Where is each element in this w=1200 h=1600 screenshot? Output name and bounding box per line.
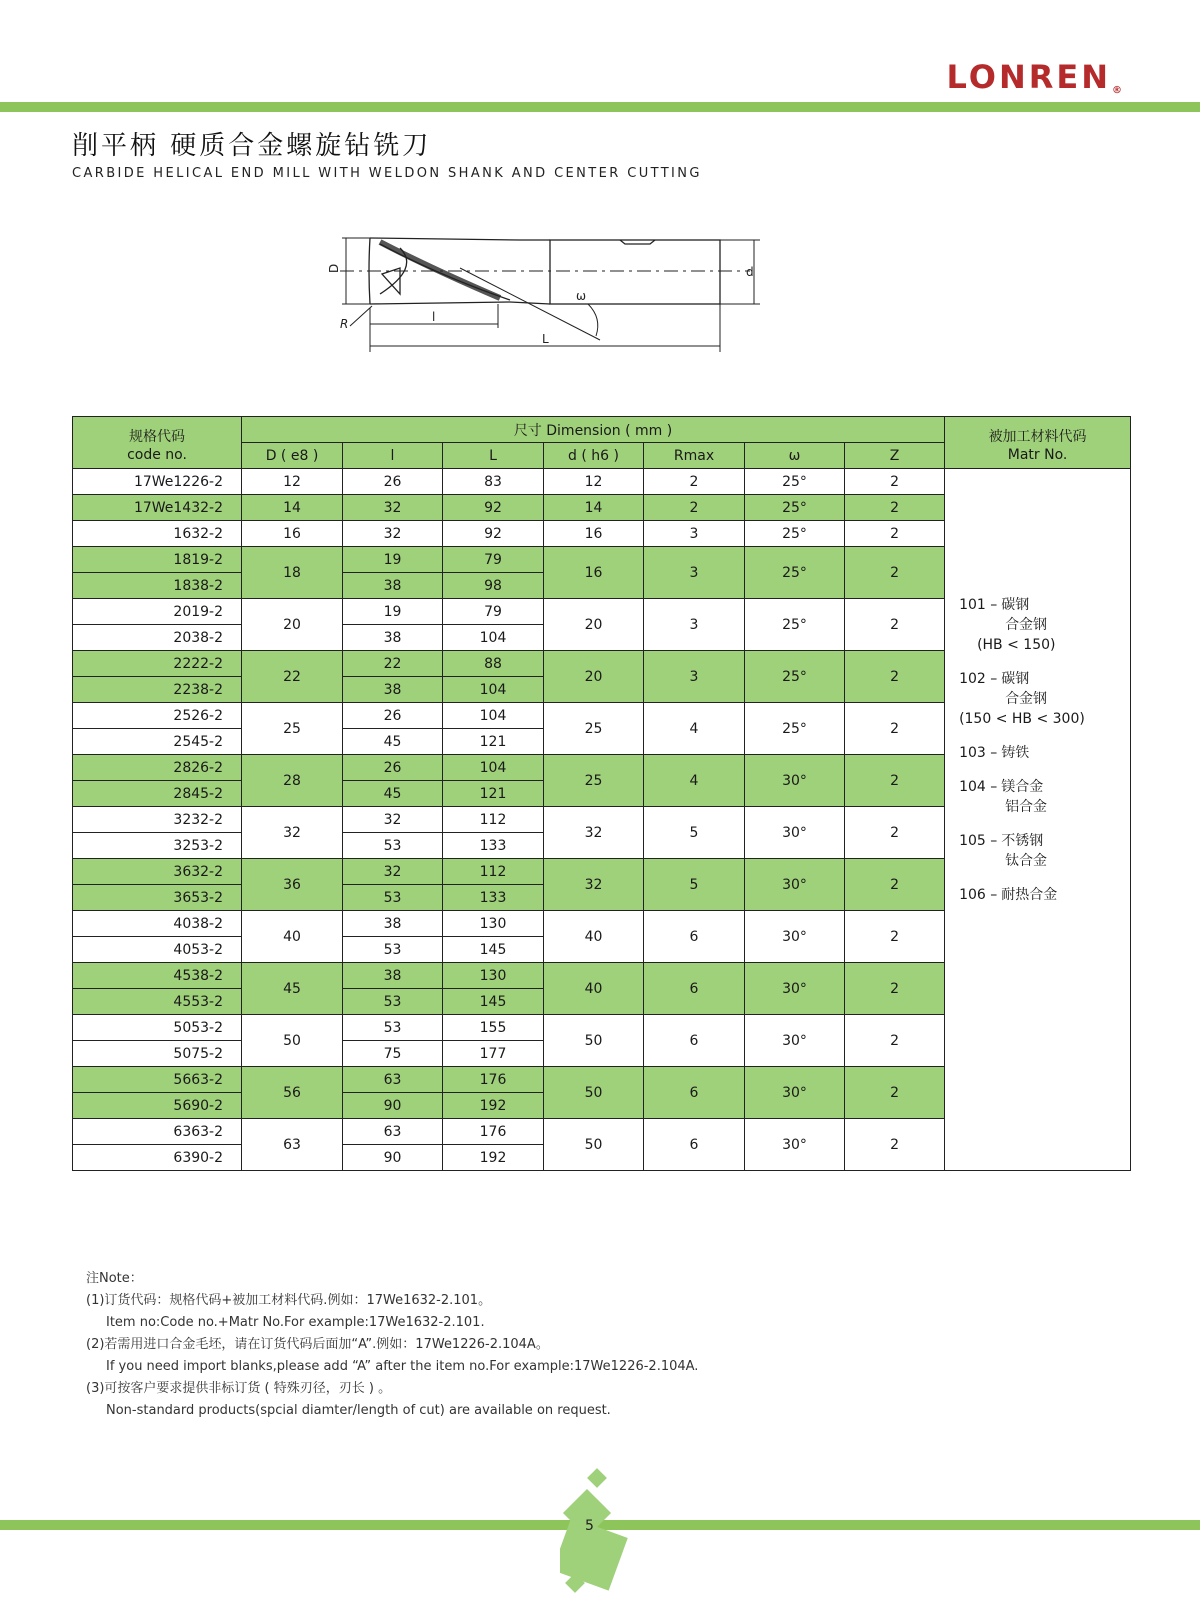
cell-L: 177: [443, 1041, 544, 1067]
cell-l: 63: [343, 1119, 443, 1145]
cell-l: 53: [343, 989, 443, 1015]
cell-L: 104: [443, 677, 544, 703]
cell-L: 192: [443, 1093, 544, 1119]
cell-L: 83: [443, 469, 544, 495]
cell-rmax: 6: [644, 1015, 745, 1067]
material-name: 钛合金: [1005, 853, 1048, 869]
notes: [86, 1268, 698, 1422]
dim-d-label: d: [746, 265, 754, 279]
cell-l: 19: [343, 547, 443, 573]
cell-D: 45: [242, 963, 343, 1015]
cell-D: 56: [242, 1067, 343, 1119]
cell-code: 17We1432-2: [73, 495, 242, 521]
cell-l: 90: [343, 1093, 443, 1119]
material-item: [959, 669, 1130, 729]
cell-D: 28: [242, 755, 343, 807]
cell-code: 3653-2: [73, 885, 242, 911]
cell-D: 40: [242, 911, 343, 963]
cell-code: 6363-2: [73, 1119, 242, 1145]
cell-L: 79: [443, 547, 544, 573]
cell-l: 38: [343, 573, 443, 599]
cell-l: 32: [343, 807, 443, 833]
material-item: [959, 777, 1130, 817]
cell-L: 130: [443, 911, 544, 937]
cell-L: 121: [443, 729, 544, 755]
cell-z: 2: [845, 651, 945, 703]
cell-z: 2: [845, 1015, 945, 1067]
cell-code: 2238-2: [73, 677, 242, 703]
cell-l: 53: [343, 885, 443, 911]
cell-L: 92: [443, 495, 544, 521]
cell-L: 112: [443, 859, 544, 885]
cell-code: 4538-2: [73, 963, 242, 989]
material-name: 碳钢: [1001, 671, 1030, 687]
cell-L: 88: [443, 651, 544, 677]
cell-code: 2845-2: [73, 781, 242, 807]
cell-l: 53: [343, 833, 443, 859]
note-3-cn: (3)可按客户要求提供非标订货 ( 特殊刃径，刃长 ) 。: [86, 1381, 392, 1396]
cell-code: 5053-2: [73, 1015, 242, 1041]
cell-code: 1632-2: [73, 521, 242, 547]
cell-code: 5663-2: [73, 1067, 242, 1093]
cell-omega: 25°: [745, 703, 845, 755]
cell-code: 1819-2: [73, 547, 242, 573]
material-item: [959, 743, 1130, 763]
cell-code: 5075-2: [73, 1041, 242, 1067]
material-item: [959, 831, 1130, 871]
cell-L: 98: [443, 573, 544, 599]
cell-L: 145: [443, 989, 544, 1015]
cell-code: 4553-2: [73, 989, 242, 1015]
cell-z: 2: [845, 755, 945, 807]
cell-z: 2: [845, 911, 945, 963]
header-dimension: 尺寸 Dimension ( mm ): [242, 417, 945, 443]
cell-z: 2: [845, 599, 945, 651]
cell-omega: 30°: [745, 1067, 845, 1119]
dim-L-label: L: [542, 332, 549, 346]
material-codes: [945, 469, 1131, 1171]
table-row: [73, 469, 1131, 495]
material-name: 碳钢: [1001, 597, 1030, 613]
cell-z: 2: [845, 547, 945, 599]
dim-l-label: l: [432, 310, 436, 324]
cell-D: 22: [242, 651, 343, 703]
material-no: 106 –: [959, 887, 998, 903]
cell-D: 16: [242, 521, 343, 547]
cell-omega: 30°: [745, 963, 845, 1015]
cell-d: 32: [544, 859, 644, 911]
col-header: Z: [845, 443, 945, 469]
cell-omega: 25°: [745, 651, 845, 703]
cell-l: 53: [343, 1015, 443, 1041]
col-header: D ( e8 ): [242, 443, 343, 469]
col-header: Rmax: [644, 443, 745, 469]
cell-D: 18: [242, 547, 343, 599]
cell-code: 4053-2: [73, 937, 242, 963]
cell-l: 32: [343, 495, 443, 521]
cell-code: 3632-2: [73, 859, 242, 885]
cell-l: 38: [343, 625, 443, 651]
cell-code: 2545-2: [73, 729, 242, 755]
cell-rmax: 6: [644, 1119, 745, 1171]
cell-l: 22: [343, 651, 443, 677]
note-2-cn: (2)若需用进口合金毛坯，请在订货代码后面加“A”.例如：17We1226-2.104A。: [86, 1337, 549, 1352]
material-name: 合金钢: [1005, 617, 1048, 633]
cell-z: 2: [845, 1119, 945, 1171]
cell-L: 79: [443, 599, 544, 625]
col-header: d ( h6 ): [544, 443, 644, 469]
cell-omega: 30°: [745, 1119, 845, 1171]
cell-code: 1838-2: [73, 573, 242, 599]
cell-rmax: 3: [644, 651, 745, 703]
cell-L: 133: [443, 833, 544, 859]
cell-l: 26: [343, 755, 443, 781]
spec-table-body: [73, 469, 1131, 1171]
cell-L: 112: [443, 807, 544, 833]
brand-logo: LONREN®: [946, 58, 1122, 96]
cell-code: 3253-2: [73, 833, 242, 859]
cell-omega: 25°: [745, 495, 845, 521]
header-matr: 被加工材料代码 Matr No.: [945, 417, 1131, 469]
cell-rmax: 3: [644, 521, 745, 547]
cell-d: 14: [544, 495, 644, 521]
cell-D: 25: [242, 703, 343, 755]
material-name: 合金钢: [1005, 691, 1048, 707]
cell-d: 20: [544, 651, 644, 703]
material-item: [959, 885, 1130, 905]
cell-L: 130: [443, 963, 544, 989]
cell-z: 2: [845, 963, 945, 1015]
cell-omega: 30°: [745, 807, 845, 859]
cell-code: 3232-2: [73, 807, 242, 833]
cell-L: 121: [443, 781, 544, 807]
cell-rmax: 6: [644, 1067, 745, 1119]
cell-omega: 30°: [745, 755, 845, 807]
cell-l: 26: [343, 703, 443, 729]
spec-table: [72, 416, 1131, 1171]
cell-l: 32: [343, 521, 443, 547]
cell-omega: 30°: [745, 859, 845, 911]
cell-l: 90: [343, 1145, 443, 1171]
note-1-cn: (1)订货代码：规格代码+被加工材料代码.例如：17We1632-2.101。: [86, 1293, 492, 1308]
cell-z: 2: [845, 1067, 945, 1119]
material-name: 耐热合金: [1001, 887, 1058, 903]
cell-d: 40: [544, 963, 644, 1015]
material-name: (HB < 150): [977, 637, 1056, 653]
cell-L: 155: [443, 1015, 544, 1041]
material-name: 镁合金: [1001, 779, 1044, 795]
cell-L: 104: [443, 755, 544, 781]
cell-L: 176: [443, 1119, 544, 1145]
page-title-en: CARBIDE HELICAL END MILL WITH WELDON SHANK AND CENTER CUTTING: [72, 166, 702, 181]
col-header: L: [443, 443, 544, 469]
cell-L: 92: [443, 521, 544, 547]
page-title-cn: 削平柄 硬质合金螺旋钻铣刀: [72, 131, 432, 161]
cell-code: 17We1226-2: [73, 469, 242, 495]
cell-z: 2: [845, 521, 945, 547]
cell-l: 75: [343, 1041, 443, 1067]
cell-omega: 30°: [745, 911, 845, 963]
cell-d: 16: [544, 547, 644, 599]
cell-code: 2019-2: [73, 599, 242, 625]
material-name: 不锈钢: [1001, 833, 1044, 849]
cell-omega: 25°: [745, 521, 845, 547]
cell-d: 16: [544, 521, 644, 547]
cell-D: 14: [242, 495, 343, 521]
cell-z: 2: [845, 807, 945, 859]
cell-code: 4038-2: [73, 911, 242, 937]
page-number-badge: [560, 1466, 640, 1596]
cell-code: 2038-2: [73, 625, 242, 651]
material-name: 铸铁: [1001, 745, 1030, 761]
material-no: 102 –: [959, 671, 998, 687]
cell-D: 20: [242, 599, 343, 651]
material-no: 103 –: [959, 745, 998, 761]
cell-rmax: 6: [644, 911, 745, 963]
cell-d: 25: [544, 703, 644, 755]
cell-rmax: 3: [644, 599, 745, 651]
note-3-en: Non-standard products(spcial diamter/length of cut) are available on request.: [106, 1403, 611, 1418]
material-no: 105 –: [959, 833, 998, 849]
cell-rmax: 6: [644, 963, 745, 1015]
cell-rmax: 5: [644, 859, 745, 911]
cell-code: 2222-2: [73, 651, 242, 677]
cell-rmax: 2: [644, 495, 745, 521]
dim-D-label: D: [327, 263, 341, 273]
page-number: 5: [585, 1518, 594, 1534]
dim-R-label: R: [340, 317, 349, 331]
notes-heading: 注Note：: [86, 1271, 143, 1286]
end-mill-diagram: [320, 228, 790, 368]
cell-z: 2: [845, 703, 945, 755]
cell-l: 32: [343, 859, 443, 885]
col-header: ω: [745, 443, 845, 469]
material-no: 101 –: [959, 597, 998, 613]
cell-d: 32: [544, 807, 644, 859]
cell-L: 176: [443, 1067, 544, 1093]
note-2-en: If you need import blanks,please add “A” after the item no.For example:17We1226-2.104A.: [106, 1359, 699, 1374]
cell-rmax: 4: [644, 755, 745, 807]
col-header: l: [343, 443, 443, 469]
material-no: 104 –: [959, 779, 998, 795]
cell-rmax: 4: [644, 703, 745, 755]
cell-d: 12: [544, 469, 644, 495]
cell-l: 26: [343, 469, 443, 495]
cell-rmax: 3: [644, 547, 745, 599]
cell-d: 50: [544, 1015, 644, 1067]
cell-z: 2: [845, 859, 945, 911]
cell-L: 192: [443, 1145, 544, 1171]
cell-omega: 30°: [745, 1015, 845, 1067]
cell-l: 63: [343, 1067, 443, 1093]
cell-code: 6390-2: [73, 1145, 242, 1171]
cell-l: 53: [343, 937, 443, 963]
cell-L: 133: [443, 885, 544, 911]
helix-angle-label: ω: [576, 289, 587, 303]
note-1-en: Item no:Code no.+Matr No.For example:17We1632-2.101.: [106, 1315, 485, 1330]
cell-d: 40: [544, 911, 644, 963]
material-item: [959, 595, 1130, 655]
cell-l: 38: [343, 963, 443, 989]
cell-D: 12: [242, 469, 343, 495]
cell-d: 50: [544, 1067, 644, 1119]
cell-code: 5690-2: [73, 1093, 242, 1119]
material-name: 铝合金: [1005, 799, 1048, 815]
cell-omega: 25°: [745, 469, 845, 495]
cell-L: 104: [443, 703, 544, 729]
cell-D: 50: [242, 1015, 343, 1067]
top-divider: [0, 102, 1200, 112]
cell-d: 20: [544, 599, 644, 651]
cell-l: 38: [343, 911, 443, 937]
header-code: 规格代码 code no.: [73, 417, 242, 469]
cell-z: 2: [845, 495, 945, 521]
cell-omega: 25°: [745, 547, 845, 599]
cell-omega: 25°: [745, 599, 845, 651]
material-name: (150 < HB < 300): [959, 711, 1085, 727]
cell-rmax: 2: [644, 469, 745, 495]
cell-l: 45: [343, 781, 443, 807]
cell-D: 32: [242, 807, 343, 859]
cell-code: 2526-2: [73, 703, 242, 729]
cell-d: 25: [544, 755, 644, 807]
cell-L: 104: [443, 625, 544, 651]
cell-L: 145: [443, 937, 544, 963]
cell-D: 63: [242, 1119, 343, 1171]
cell-code: 2826-2: [73, 755, 242, 781]
cell-rmax: 5: [644, 807, 745, 859]
cell-l: 38: [343, 677, 443, 703]
cell-l: 19: [343, 599, 443, 625]
cell-l: 45: [343, 729, 443, 755]
cell-d: 50: [544, 1119, 644, 1171]
cell-z: 2: [845, 469, 945, 495]
cell-D: 36: [242, 859, 343, 911]
